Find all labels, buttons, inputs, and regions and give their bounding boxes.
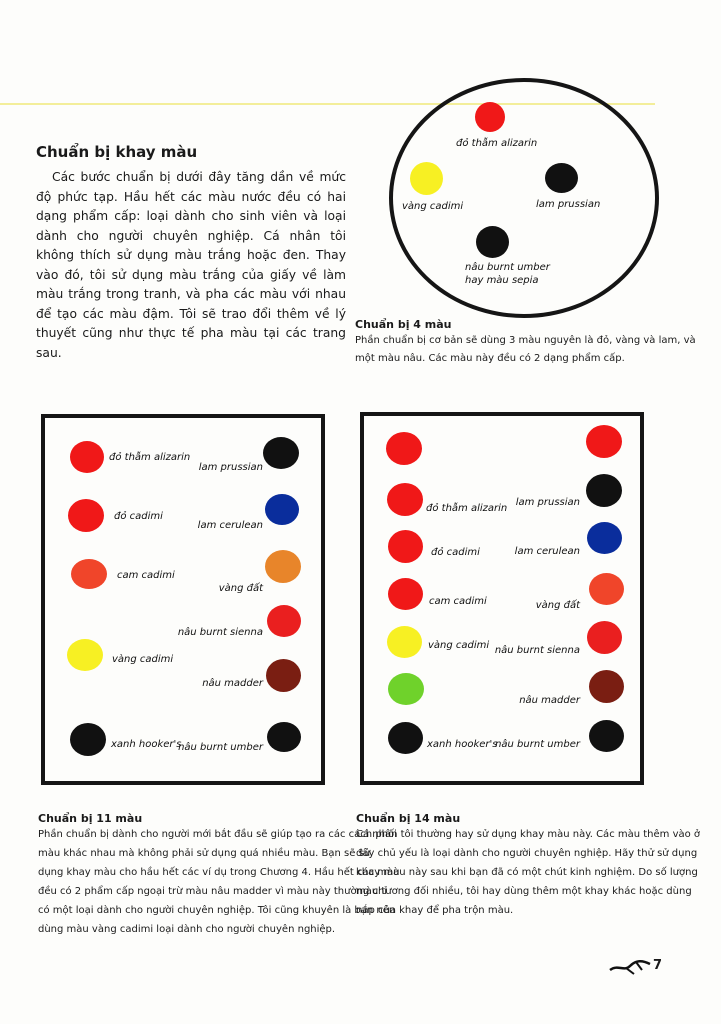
caption-line: khay màu này sau khi bạn đã có một chút kinh nghiệm. Do số lượng: [356, 867, 698, 878]
swatch-label: đỏ cadimi: [114, 511, 163, 522]
swatch-label: vàng đất: [535, 600, 580, 611]
paint-swatch-cerulean: [587, 522, 622, 554]
caption-line: dụng khay màu cho hầu hết các ví dụ trong Chương 4. Hầu hết các màu: [38, 867, 400, 878]
paint-swatch-yellow: [410, 162, 443, 195]
swatch-label: nâu madder: [519, 695, 580, 706]
swatch-label: vàng đất: [218, 583, 263, 594]
paint-swatch-cadmium-yellow: [67, 639, 103, 671]
paint-swatch-burnt-sienna: [267, 605, 301, 637]
swatch-label: cam cadimi: [117, 570, 175, 581]
paint-swatch-madder: [589, 670, 624, 703]
swatch-label: xanh hooker's: [111, 739, 182, 750]
swatch-label: xanh hooker's: [427, 739, 498, 750]
swatch-label: lam cerulean: [197, 520, 263, 531]
paint-swatch-madder: [266, 659, 301, 692]
caption-line: Cá nhân tôi thường hay sử dụng khay màu này. Các màu thêm vào ở: [356, 829, 701, 840]
swatch-label: lam cerulean: [514, 546, 580, 557]
paint-swatch-cadmium-orange: [388, 578, 423, 610]
paint-swatch-cadmium-red: [68, 499, 104, 532]
paint-swatch-prussian-blue: [263, 437, 299, 469]
paint-swatch-blue: [545, 163, 578, 193]
intro-paragraph: Các bước chuẩn bị dưới đây tăng dần về mức độ phức tạp. Hầu hết các màu nước đều có hai dạng phẩm cấp: loại dành cho sinh viên và loại dành cho người chuyên nghiệp. Cá nhân tôi không thích sử dụng màu trắng hoặc đen. Thay vào đó, tôi sử dụng màu trắng của giấy về làm màu trắng trong tranh, và pha các màu với nhau để tạo các màu đậm. Tôi sẽ trao đổi thêm về lý thuyết cũng như thực tế pha màu tại các trang sau.: [36, 170, 346, 360]
swatch-label: đỏ thẫm alizarin: [426, 503, 508, 514]
swatch-label: lam prussian: [536, 199, 601, 210]
swatch-label: vàng cadimi: [402, 201, 464, 212]
caption-title-14: Chuẩn bị 14 màu: [356, 812, 461, 825]
caption-line: Phần chuẩn bị dành cho người mới bắt đầu sẽ giúp tạo ra các cách phối: [38, 829, 397, 840]
paint-swatch-cadmium-yellow: [387, 626, 422, 658]
page-number: 7: [653, 958, 663, 973]
caption-line: đây chủ yếu là loại dành cho người chuyên nghiệp. Hãy thử sử dụng: [356, 848, 698, 859]
caption-line: nắp của khay để pha trộn màu.: [356, 905, 514, 916]
caption-line: đều có 2 phẩm cấp ngoại trừ màu nâu madder vì màu này thường chỉ: [38, 886, 388, 897]
paint-swatch-brown: [476, 226, 509, 258]
brush-stroke-icon: [608, 956, 652, 976]
caption-line: một màu nâu. Các màu này đều có 2 dạng phẩm cấp.: [355, 353, 625, 364]
paint-swatch-cadmium-red: [388, 530, 423, 563]
caption-line: màu khác nhau mà không phải sử dụng quá nhiều màu. Bạn sẽ sử: [38, 848, 371, 859]
paint-swatch-cadmium-orange: [71, 559, 107, 589]
paint-swatch-burnt-umber: [589, 720, 624, 752]
paint-swatch-green: [388, 673, 424, 705]
swatch-label: nâu burnt umber: [465, 262, 550, 273]
paint-swatch-yellow-ochre: [265, 550, 301, 583]
paint-swatch-red: [386, 432, 422, 465]
paint-swatch-red: [475, 102, 505, 132]
swatch-label: đỏ thẫm alizarin: [109, 452, 191, 463]
caption-line: Phần chuẩn bị cơ bản sẽ dùng 3 màu nguyên là đỏ, vàng và lam, và: [355, 335, 696, 346]
swatch-label: cam cadimi: [429, 596, 487, 607]
paint-swatch-alizarin: [70, 441, 104, 473]
paint-swatch-red-right: [586, 425, 622, 458]
caption-line: dùng màu vàng cadimi loại dành cho người chuyên nghiệp.: [38, 924, 336, 935]
caption-title-11: Chuẩn bị 11 màu: [38, 812, 143, 825]
swatch-label: đỏ thẫm alizarin: [456, 138, 538, 149]
paint-swatch-hookers-green: [70, 723, 106, 756]
swatch-label: lam prussian: [198, 462, 263, 473]
caption-title-4: Chuẩn bị 4 màu: [355, 318, 452, 331]
swatch-label: vàng cadimi: [428, 640, 490, 651]
paint-swatch-yellow-ochre: [589, 573, 624, 605]
swatch-label: nâu burnt umber: [495, 739, 580, 750]
swatch-label: lam prussian: [515, 497, 580, 508]
caption-line: có một loại dành cho người chuyên nghiệp. Tôi cũng khuyên là bạn nên: [38, 905, 396, 916]
swatch-label: hay màu sepia: [465, 275, 539, 286]
paint-swatch-hookers-green: [388, 722, 423, 754]
swatch-label: nâu burnt umber: [178, 742, 263, 753]
paint-swatch-alizarin: [387, 483, 423, 516]
paint-swatch-cerulean: [265, 494, 299, 525]
paint-swatch-burnt-sienna: [587, 621, 622, 654]
swatch-label: nâu burnt sienna: [177, 627, 263, 638]
swatch-label: vàng cadimi: [112, 654, 174, 665]
paint-swatch-prussian-blue: [586, 474, 622, 507]
swatch-label: đỏ cadimi: [431, 547, 480, 558]
swatch-label: nâu madder: [202, 678, 263, 689]
section-heading: Chuẩn bị khay màu: [36, 143, 198, 161]
paint-swatch-burnt-umber: [267, 722, 301, 752]
caption-line: màu tương đối nhiều, tôi hay dùng thêm một khay khác hoặc dùng: [356, 886, 692, 897]
swatch-label: nâu burnt sienna: [494, 645, 580, 656]
